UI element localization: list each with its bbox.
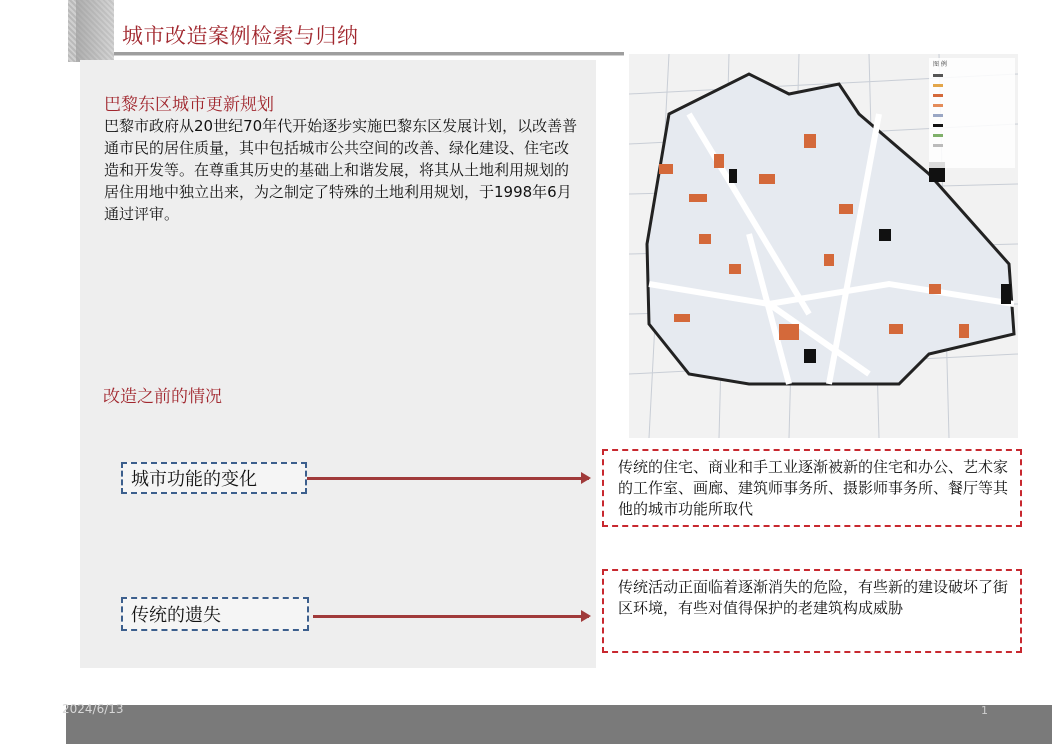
footer-date: 2024/6/13 <box>62 702 124 716</box>
footer-bar <box>66 705 1052 744</box>
detail-box-function-change <box>602 449 1022 527</box>
label-box-function-change <box>121 462 307 494</box>
section-heading-before: 改造之前的情况 <box>103 387 222 407</box>
detail-function-change: 传统的住宅、商业和手工业逐渐被新的住宅和办公、艺术家的工作室、画廊、建筑师事务所、摄影师事务所、餐厅等其他的城市功能所取代 <box>618 458 1009 518</box>
label-box-tradition-loss <box>121 597 309 631</box>
detail-tradition-loss: 传统活动正面临着逐渐消失的危险，有些新的建设破坏了街区环境，有些对值得保护的老建筑构成威胁 <box>618 578 1009 617</box>
arrow-function-change <box>307 477 589 480</box>
footer-page-number: 1 <box>981 704 988 717</box>
label-tradition-loss: 传统的遗失 <box>131 605 221 626</box>
section-heading-plan: 巴黎东区城市更新规划 <box>104 95 274 115</box>
map-drawing <box>629 54 1018 438</box>
title-underline-shadow <box>114 55 624 56</box>
detail-box-tradition-loss <box>602 569 1022 653</box>
title-decoration <box>68 0 114 62</box>
district-plan-map <box>629 54 1018 438</box>
section-body-text: 巴黎市政府从20世纪70年代开始逐步实施巴黎东区发展计划，以改善普通市民的居住质量，其中包括城市公共空间的改善、绿化建设、住宅改造和开发等。在尊重其历史的基础上和谐发展，将其从土地利用规划的居住用地中独立出来，为之制定了特殊的土地利用规划，于1998年6月通过评审。 <box>104 117 578 223</box>
label-function-change: 城市功能的变化 <box>131 469 257 490</box>
arrow-tradition-loss <box>313 615 589 618</box>
map-legend-title: 图 例 <box>933 61 947 68</box>
slide-title: 城市改造案例检索与归纳 <box>122 24 359 48</box>
